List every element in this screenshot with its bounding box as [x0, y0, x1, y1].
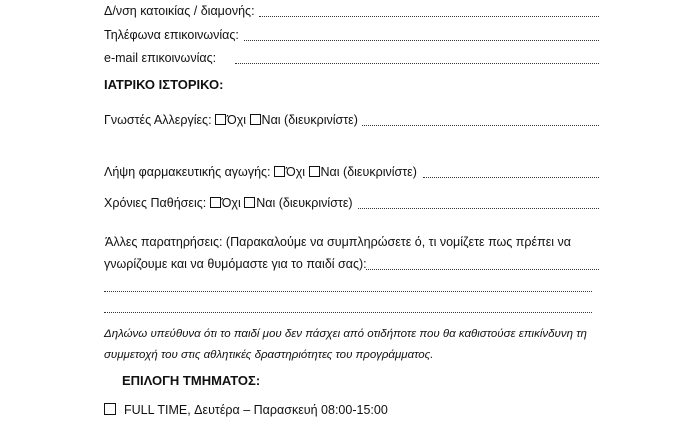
section-selection-heading: ΕΠΙΛΟΓΗ ΤΜΗΜΑΤΟΣ: — [122, 373, 261, 388]
declaration-line-1: Δηλώνω υπεύθυνα ότι το παιδί μου δεν πάσχει από οτιδήποτε που θα καθιστούσε επικίνδυνη τη — [104, 328, 587, 340]
remarks-line-1: Άλλες παρατηρήσεις: (Παρακαλούμε να συμπληρώσετε ό, τι νομίζετε πως πρέπει να — [105, 235, 572, 249]
allergies-label: Γνωστές Αλλεργίες: — [104, 113, 212, 127]
chronic-yes-checkbox[interactable] — [244, 197, 255, 208]
allergies-details-field[interactable] — [362, 124, 599, 126]
remarks-field-2[interactable] — [104, 290, 592, 292]
medication-no-checkbox[interactable] — [274, 166, 285, 177]
address-row — [104, 4, 255, 18]
allergies-yes-checkbox[interactable] — [250, 114, 261, 125]
full-time-checkbox[interactable] — [104, 403, 116, 415]
remarks-field-3[interactable] — [104, 311, 592, 313]
email-label: e-mail επικοινωνίας: — [104, 51, 217, 65]
remarks-line-2: γνωρίζουμε και να θυμόμαστε για το παιδί σας): — [104, 257, 367, 271]
allergies-yes-label: Ναι (διευκρινίστε) — [261, 113, 358, 127]
full-time-option[interactable] — [104, 403, 388, 417]
chronic-label: Χρόνιες Παθήσεις: — [104, 196, 207, 210]
remarks-field-1[interactable] — [366, 268, 599, 270]
email-row — [104, 51, 216, 65]
address-field[interactable] — [259, 15, 599, 17]
chronic-row — [104, 196, 353, 210]
allergies-no-label: Όχι — [227, 113, 247, 127]
chronic-details-field[interactable] — [358, 207, 599, 209]
medication-details-field[interactable] — [423, 176, 599, 178]
declaration-line-2: συμμετοχή του στις αθλητικές δραστηριότητες του προγράμματος. — [104, 349, 434, 361]
medication-yes-checkbox[interactable] — [309, 166, 320, 177]
email-field[interactable] — [235, 62, 599, 64]
allergies-row — [104, 113, 358, 127]
phone-field[interactable] — [244, 39, 599, 41]
address-label: Δ/νση κατοικίας / διαμονής: — [104, 4, 255, 18]
phone-row — [104, 28, 239, 42]
phone-label: Τηλέφωνα επικοινωνίας: — [104, 28, 239, 42]
full-time-label: FULL TIME, Δευτέρα – Παρασκευή 08:00-15:00 — [124, 403, 388, 417]
medical-history-heading: ΙΑΤΡΙΚΟ ΙΣΤΟΡΙΚΟ: — [104, 77, 224, 92]
allergies-no-checkbox[interactable] — [215, 114, 226, 125]
chronic-no-checkbox[interactable] — [210, 197, 221, 208]
chronic-no-label: Όχι — [221, 196, 241, 210]
medication-yes-label: Ναι (διευκρινίστε) — [320, 165, 417, 179]
medication-row — [104, 165, 417, 179]
chronic-yes-label: Ναι (διευκρινίστε) — [256, 196, 353, 210]
medication-no-label: Όχι — [286, 165, 306, 179]
medication-label: Λήψη φαρμακευτικής αγωγής: — [104, 165, 271, 179]
